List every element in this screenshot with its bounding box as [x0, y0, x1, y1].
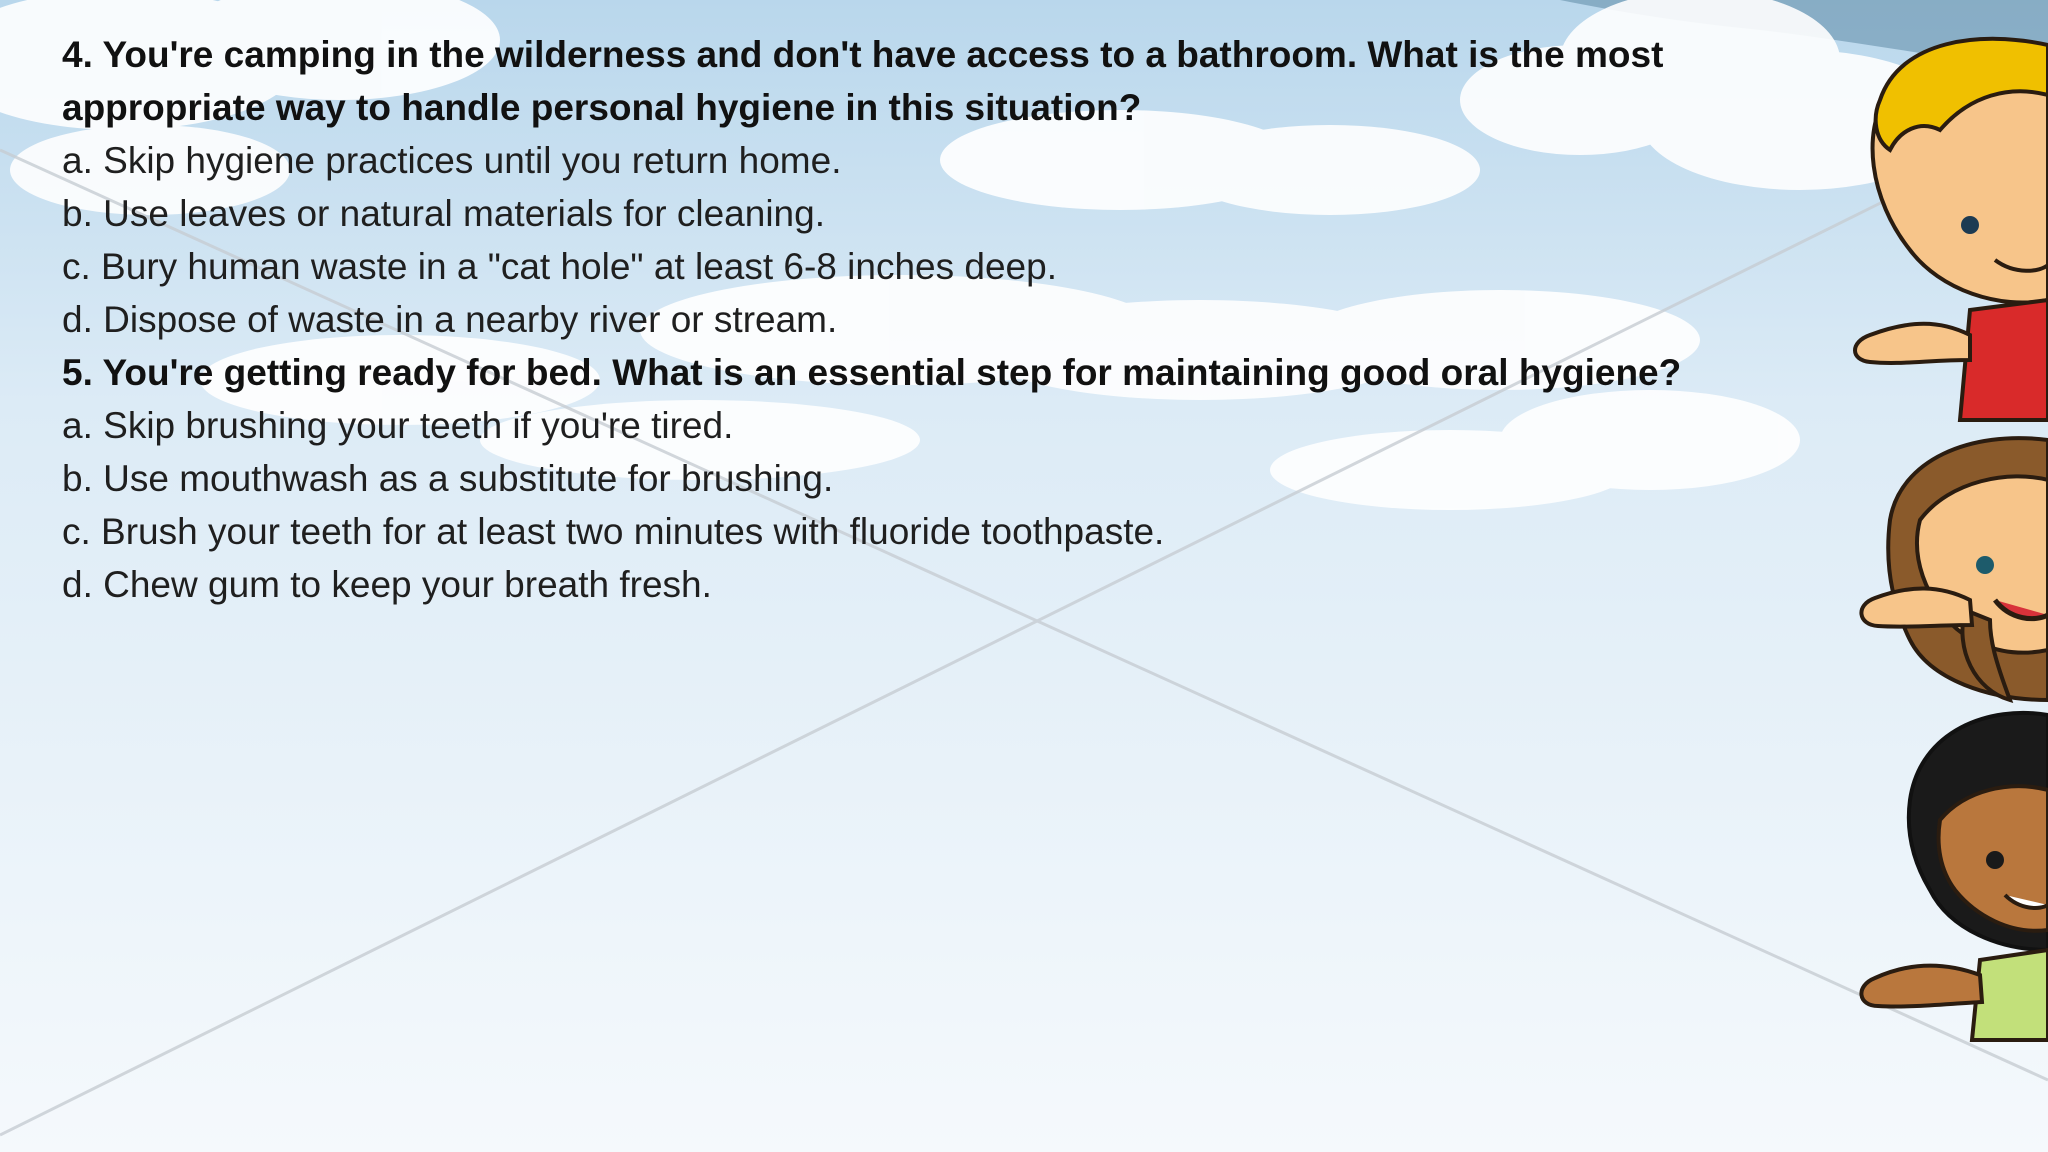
- question-5-text: 5. You're getting ready for bed. What is an essential step for maintaining good oral hygiene?: [62, 352, 1682, 393]
- question-5-option-a: a. Skip brushing your teeth if you're tired.: [62, 405, 734, 446]
- question-4-option-a: a. Skip hygiene practices until you return home.: [62, 140, 842, 181]
- dark-hair-boy-figure: [1861, 713, 2048, 1040]
- girl-figure: [1861, 438, 2048, 700]
- blond-boy-figure: [1855, 39, 2048, 420]
- question-4-text: 4. You're camping in the wilderness and don't have access to a bathroom. What is the most appropriate way to handle personal hygiene in this situation?: [62, 34, 1664, 128]
- question-block-5: [62, 346, 1782, 611]
- question-5-option-d: d. Chew gum to keep your breath fresh.: [62, 564, 712, 605]
- question-block-4: [62, 28, 1782, 346]
- question-4-option-c: c. Bury human waste in a "cat hole" at least 6-8 inches deep.: [62, 246, 1057, 287]
- cartoon-kids-illustration: [1740, 0, 2048, 1152]
- question-4-option-b: b. Use leaves or natural materials for cleaning.: [62, 193, 825, 234]
- question-5-option-b: b. Use mouthwash as a substitute for brushing.: [62, 458, 834, 499]
- quiz-content: [62, 28, 1782, 611]
- question-4-option-d: d. Dispose of waste in a nearby river or stream.: [62, 299, 838, 340]
- question-5-option-c: c. Brush your teeth for at least two minutes with fluoride toothpaste.: [62, 511, 1165, 552]
